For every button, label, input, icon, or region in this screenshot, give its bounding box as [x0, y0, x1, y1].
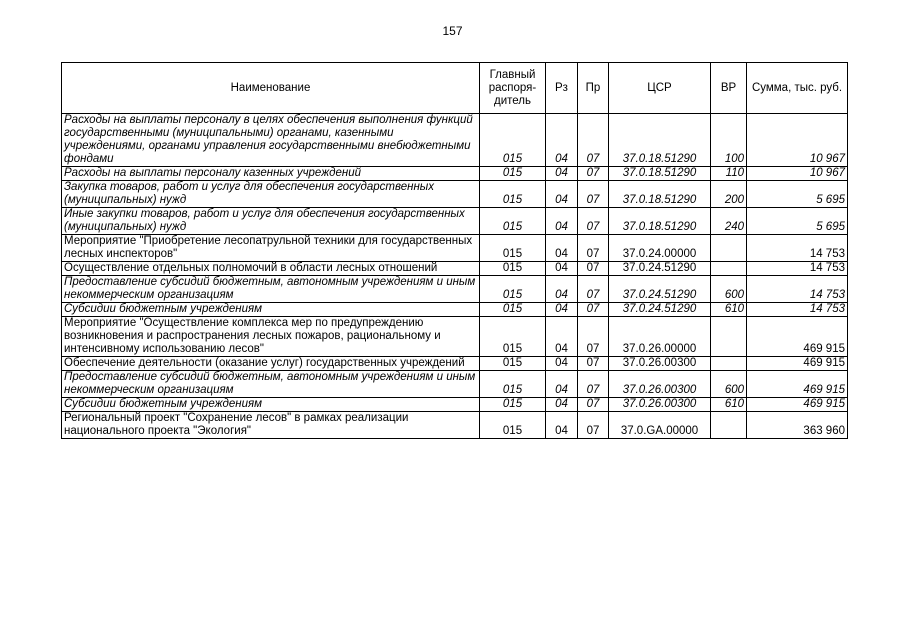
- table-row: [62, 371, 848, 398]
- cell-sum: 14 753: [747, 303, 848, 317]
- cell-vr: 240: [711, 208, 747, 235]
- cell-pr: 07: [578, 262, 609, 276]
- cell-sum: 469 915: [747, 371, 848, 398]
- table-row: [62, 114, 848, 167]
- table-row: [62, 167, 848, 181]
- cell-vr: [711, 235, 747, 262]
- table-row: [62, 317, 848, 357]
- cell-name: Закупка товаров, работ и услуг для обеспечения государственных (муниципальных) нужд: [62, 181, 480, 208]
- cell-admin: 015: [480, 262, 546, 276]
- cell-sum: 10 967: [747, 167, 848, 181]
- cell-csr: 37.0.18.51290: [609, 208, 711, 235]
- cell-pr: 07: [578, 235, 609, 262]
- cell-vr: [711, 262, 747, 276]
- cell-rz: 04: [546, 412, 578, 439]
- cell-name: Осуществление отдельных полномочий в области лесных отношений: [62, 262, 480, 276]
- cell-rz: 04: [546, 114, 578, 167]
- cell-vr: 610: [711, 303, 747, 317]
- cell-pr: 07: [578, 357, 609, 371]
- cell-vr: 610: [711, 398, 747, 412]
- cell-vr: 200: [711, 181, 747, 208]
- cell-admin: 015: [480, 371, 546, 398]
- cell-pr: 07: [578, 412, 609, 439]
- header-sum: Сумма, тыс. руб.: [747, 63, 848, 114]
- cell-rz: 04: [546, 398, 578, 412]
- table-row: [62, 181, 848, 208]
- cell-name: Субсидии бюджетным учреждениям: [62, 303, 480, 317]
- table-header-row: [62, 63, 848, 114]
- cell-vr: [711, 412, 747, 439]
- cell-vr: 600: [711, 371, 747, 398]
- header-rz: Рз: [546, 63, 578, 114]
- cell-pr: 07: [578, 303, 609, 317]
- cell-rz: 04: [546, 371, 578, 398]
- cell-csr: 37.0.26.00300: [609, 357, 711, 371]
- cell-pr: 07: [578, 114, 609, 167]
- cell-rz: 04: [546, 181, 578, 208]
- cell-rz: 04: [546, 262, 578, 276]
- cell-sum: 363 960: [747, 412, 848, 439]
- cell-sum: 5 695: [747, 208, 848, 235]
- page-number: 157: [442, 24, 463, 38]
- table-row: [62, 262, 848, 276]
- cell-vr: 600: [711, 276, 747, 303]
- cell-name: Мероприятие "Осуществление комплекса мер по предупреждению возникновения и распространения лесных пожаров, рациональному и интенсивному использованию лесов": [62, 317, 480, 357]
- table-row: [62, 398, 848, 412]
- cell-admin: 015: [480, 276, 546, 303]
- cell-csr: 37.0.18.51290: [609, 114, 711, 167]
- cell-csr: 37.0.24.51290: [609, 276, 711, 303]
- cell-admin: 015: [480, 181, 546, 208]
- cell-rz: 04: [546, 276, 578, 303]
- cell-csr: 37.0.18.51290: [609, 181, 711, 208]
- cell-csr: 37.0.24.51290: [609, 262, 711, 276]
- header-csr: ЦСР: [609, 63, 711, 114]
- cell-pr: 07: [578, 317, 609, 357]
- cell-name: Предоставление субсидий бюджетным, автономным учреждениям и иным некоммерческим организациям: [62, 276, 480, 303]
- cell-name: Региональный проект "Сохранение лесов" в рамках реализации национального проекта "Экология": [62, 412, 480, 439]
- cell-name: Мероприятие "Приобретение лесопатрульной техники для государственных лесных инспекторов": [62, 235, 480, 262]
- cell-vr: 110: [711, 167, 747, 181]
- cell-admin: 015: [480, 114, 546, 167]
- cell-rz: 04: [546, 208, 578, 235]
- cell-rz: 04: [546, 303, 578, 317]
- cell-pr: 07: [578, 371, 609, 398]
- cell-pr: 07: [578, 181, 609, 208]
- cell-vr: [711, 357, 747, 371]
- cell-sum: 14 753: [747, 262, 848, 276]
- cell-sum: 469 915: [747, 317, 848, 357]
- cell-csr: 37.0.24.51290: [609, 303, 711, 317]
- cell-csr: 37.0.18.51290: [609, 167, 711, 181]
- cell-admin: 015: [480, 235, 546, 262]
- cell-sum: 469 915: [747, 357, 848, 371]
- cell-sum: 14 753: [747, 276, 848, 303]
- cell-pr: 07: [578, 167, 609, 181]
- header-pr: Пр: [578, 63, 609, 114]
- cell-csr: 37.0.26.00000: [609, 317, 711, 357]
- cell-rz: 04: [546, 167, 578, 181]
- cell-name: Расходы на выплаты персоналу казенных учреждений: [62, 167, 480, 181]
- cell-name: Предоставление субсидий бюджетным, автономным учреждениям и иным некоммерческим организациям: [62, 371, 480, 398]
- table-row: [62, 412, 848, 439]
- header-admin: Главный распоря-дитель: [480, 63, 546, 114]
- cell-vr: [711, 317, 747, 357]
- cell-csr: 37.0.26.00300: [609, 371, 711, 398]
- cell-admin: 015: [480, 208, 546, 235]
- cell-pr: 07: [578, 398, 609, 412]
- cell-name: Обеспечение деятельности (оказание услуг) государственных учреждений: [62, 357, 480, 371]
- table-row: [62, 303, 848, 317]
- cell-pr: 07: [578, 276, 609, 303]
- header-name: Наименование: [62, 63, 480, 114]
- table-row: [62, 208, 848, 235]
- cell-sum: 10 967: [747, 114, 848, 167]
- cell-pr: 07: [578, 208, 609, 235]
- cell-rz: 04: [546, 317, 578, 357]
- cell-csr: 37.0.24.00000: [609, 235, 711, 262]
- cell-csr: 37.0.GA.00000: [609, 412, 711, 439]
- table-row: [62, 276, 848, 303]
- cell-sum: 469 915: [747, 398, 848, 412]
- cell-admin: 015: [480, 303, 546, 317]
- cell-admin: 015: [480, 317, 546, 357]
- table-row: [62, 357, 848, 371]
- cell-name: Иные закупки товаров, работ и услуг для обеспечения государственных (муниципальных) нужд: [62, 208, 480, 235]
- cell-admin: 015: [480, 357, 546, 371]
- cell-vr: 100: [711, 114, 747, 167]
- header-vr: ВР: [711, 63, 747, 114]
- cell-csr: 37.0.26.00300: [609, 398, 711, 412]
- cell-sum: 14 753: [747, 235, 848, 262]
- cell-admin: 015: [480, 412, 546, 439]
- cell-rz: 04: [546, 235, 578, 262]
- budget-table: [61, 62, 848, 439]
- cell-admin: 015: [480, 167, 546, 181]
- cell-name: Расходы на выплаты персоналу в целях обеспечения выполнения функций государственными (муниципальными) органами, казенными учреждениями, органами управления государственными внебюджетными фондами: [62, 114, 480, 167]
- cell-admin: 015: [480, 398, 546, 412]
- cell-rz: 04: [546, 357, 578, 371]
- cell-name: Субсидии бюджетным учреждениям: [62, 398, 480, 412]
- table-row: [62, 235, 848, 262]
- cell-sum: 5 695: [747, 181, 848, 208]
